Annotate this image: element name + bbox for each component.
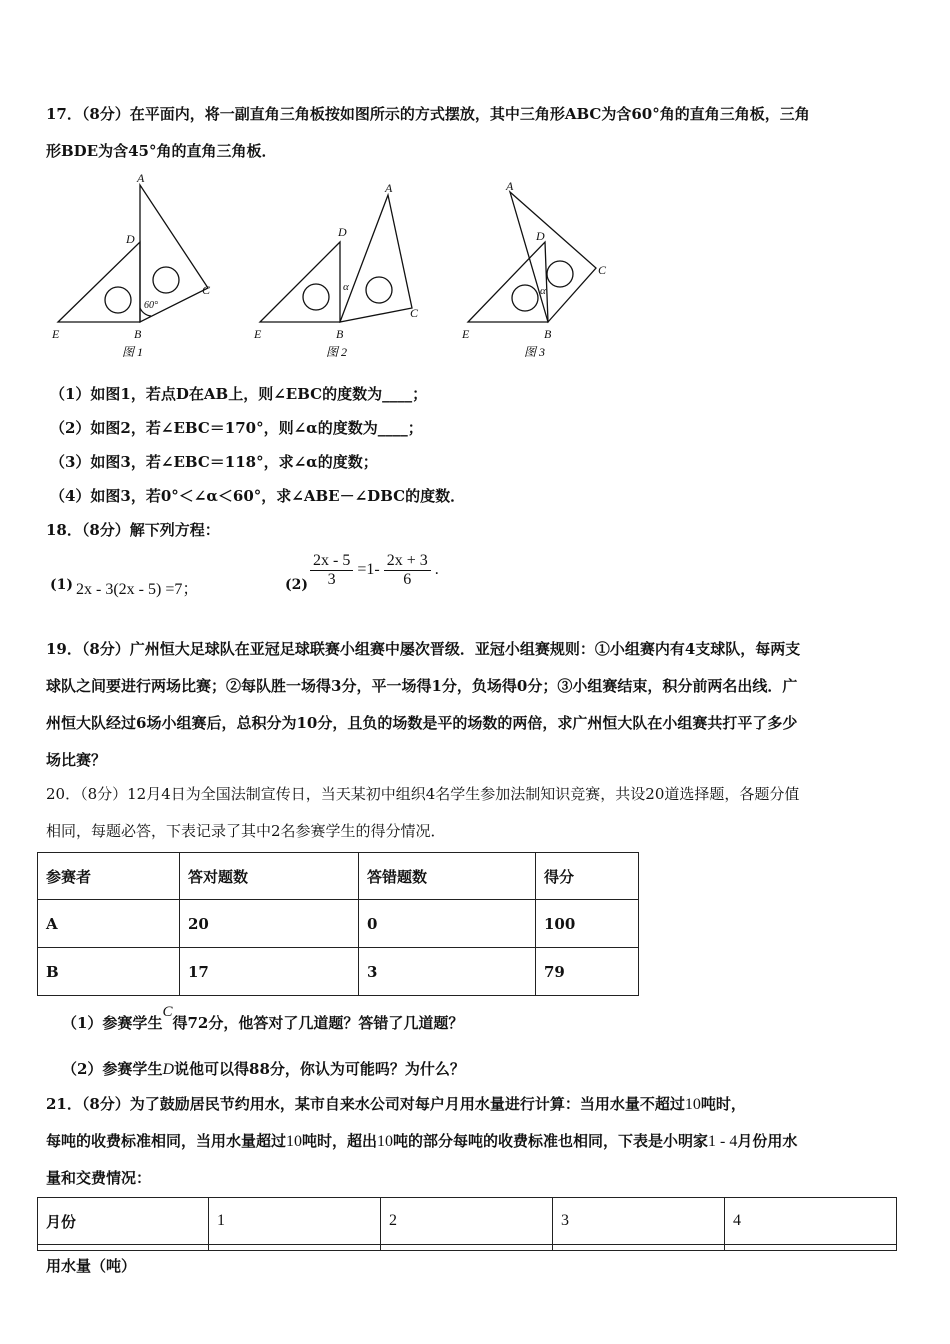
q17-sub2: （2）如图2，若∠EBC＝170°，则∠α的度数为____；	[50, 419, 423, 437]
fig1-label-60: 60°	[144, 300, 158, 311]
header-score: 得分	[536, 853, 639, 900]
q17-line1: 17．（8分）在平面内，将一副直角三角板按如图所示的方式摆放，其中三角形ABC为含60°角的直角三角板，三角	[46, 105, 810, 123]
table-header-row	[38, 1198, 897, 1245]
figure-3	[468, 192, 596, 322]
q19-line2: 球队之间要进行两场比赛；②每队胜一场得3分，平一场得1分，负场得0分；③小组赛结束，积分前两名出线．广	[46, 677, 798, 695]
table-header-row	[38, 853, 639, 900]
cell-empty	[381, 1245, 553, 1251]
cell-participant: B	[38, 948, 180, 996]
cell-correct: 17	[180, 948, 359, 996]
fig3-label-e: E	[462, 327, 470, 341]
fig2-caption: 图 2	[326, 345, 348, 359]
cell-wrong: 3	[359, 948, 536, 996]
cell-correct: 20	[180, 900, 359, 948]
q19-line3: 州恒大队经过6场小组赛后，总积分为10分，且负的场数是平的场数的两倍，求广州恒大队在小组赛共打平了多少	[46, 714, 798, 732]
q20-sub1-pre: （1）参赛学生	[62, 1014, 163, 1032]
table-row	[38, 1245, 897, 1251]
q18-den-1: 3	[327, 571, 336, 588]
q18-end: .	[434, 561, 439, 579]
fig1-label-c: C	[202, 283, 211, 297]
fig2-label-a: A	[385, 181, 393, 195]
fig2-label-alpha: α	[343, 281, 349, 293]
q20-line1: 20．（8分）12月4日为全国法制宣传日，当天某初中组织4名学生参加法制知识竞赛，共设20道选择题，各题分值	[46, 785, 800, 803]
q21-line1-a: 21．（8分）为了鼓励居民节约用水，某市自来水公司对每户月用水量进行计算：当用水量不超过	[46, 1095, 685, 1113]
q18-p1-equation: 2x - 3(2x - 5) =7；	[76, 581, 199, 598]
q17-sub4: （4）如图3，若0°＜∠α＜60°，求∠ABE－∠DBC的度数．	[50, 487, 466, 505]
fig3-hole-right	[547, 261, 573, 287]
header-wrong: 答错题数	[359, 853, 536, 900]
fig2-hole-left	[303, 284, 329, 310]
q17-figures	[40, 170, 620, 365]
q19-line1: 19．（8分）广州恒大足球队在亚冠足球联赛小组赛中屡次晋级．亚冠小组赛规则：①小组赛内有4支球队，每两支	[46, 640, 801, 658]
fig1-label-e: E	[52, 327, 60, 341]
q18-p2-equation	[310, 552, 439, 589]
header-month-2: 2	[381, 1198, 553, 1245]
q21-line2	[46, 1130, 797, 1151]
q20-sub2-pre: （2）参赛学生	[62, 1060, 163, 1078]
q18-num-2: 2x + 3	[384, 552, 431, 571]
q18-fraction-1	[310, 552, 353, 589]
q21-line3: 量和交费情况：	[46, 1169, 152, 1187]
header-month: 月份	[38, 1198, 209, 1245]
q21-line2-num1: 10	[286, 1133, 303, 1150]
fig2-hole-right	[366, 277, 392, 303]
fig3-triangle-abc	[510, 192, 596, 322]
q17-sub1: （1）如图1，若点D在AB上，则∠EBC的度数为____；	[50, 385, 428, 403]
q18-p1-label: (1)	[50, 577, 73, 593]
fig1-hole-right	[153, 267, 179, 293]
q21-line2-range: 1 - 4	[708, 1133, 738, 1150]
q21-line2-num2: 10	[377, 1133, 394, 1150]
q17-sub3: （3）如图3，若∠EBC＝118°，求∠α的度数；	[50, 453, 378, 471]
fig3-label-b: B	[544, 327, 552, 341]
figure-2	[260, 195, 412, 322]
fig1-label-b: B	[134, 327, 142, 341]
q21-water-usage-label: 用水量（吨）	[46, 1257, 137, 1275]
cell-participant: A	[38, 900, 180, 948]
fig3-caption: 图 3	[524, 345, 546, 359]
header-month-4: 4	[725, 1198, 897, 1245]
fig1-caption: 图 1	[122, 345, 144, 359]
table-row	[38, 948, 639, 996]
q20-sub1-var: C	[162, 1004, 173, 1020]
q20-sub2-var: D	[162, 1061, 175, 1078]
q20-sub2	[62, 1058, 465, 1079]
cell-score: 79	[536, 948, 639, 996]
header-month-3: 3	[553, 1198, 725, 1245]
fig1-hole-left	[105, 287, 131, 313]
table-row	[38, 900, 639, 948]
q20-sub1-post: 得72分，他答对了几道题？答错了几道题？	[172, 1014, 464, 1032]
fig3-label-c: C	[598, 263, 607, 277]
q21-line2-a: 每吨的收费标准相同，当用水量超过	[46, 1132, 287, 1150]
q18-title: 18．（8分）解下列方程：	[46, 521, 220, 539]
cell-empty	[38, 1245, 209, 1251]
header-correct: 答对题数	[180, 853, 359, 900]
q20-sub1	[62, 1004, 464, 1033]
fig1-label-d: D	[126, 232, 135, 246]
q21-line1	[46, 1093, 746, 1114]
fig2-label-e: E	[254, 327, 262, 341]
q18-fraction-2	[384, 552, 431, 589]
q21-water-table	[37, 1197, 897, 1251]
cell-wrong: 0	[359, 900, 536, 948]
q20-score-table	[37, 852, 639, 996]
cell-empty	[725, 1245, 897, 1251]
q18-p2-label: (2)	[285, 577, 308, 593]
fig2-label-d: D	[338, 225, 347, 239]
fig3-label-alpha: α	[540, 285, 546, 297]
fig2-labels	[253, 181, 419, 341]
q20-line2: 相同，每题必答，下表记录了其中2名参赛学生的得分情况．	[46, 822, 446, 840]
fig3-hole-left	[512, 285, 538, 311]
header-participant: 参赛者	[38, 853, 180, 900]
fig2-triangle-bde	[260, 242, 340, 322]
cell-score: 100	[536, 900, 639, 948]
q18-num-1: 2x - 5	[310, 552, 353, 571]
fig3-label-d: D	[536, 229, 545, 243]
fig2-label-c: C	[410, 306, 419, 320]
fig1-triangle-bde	[58, 242, 140, 322]
q19-line4: 场比赛？	[46, 751, 107, 769]
q21-line1-num: 10	[684, 1096, 701, 1113]
q21-line2-b: 吨时，超出	[302, 1132, 378, 1150]
fig1-label-a: A	[137, 171, 145, 185]
q21-line1-b: 吨时，	[700, 1095, 746, 1113]
figure-1	[58, 185, 208, 322]
q21-line2-d: 月份用水	[737, 1132, 798, 1150]
cell-empty	[209, 1245, 381, 1251]
q21-line2-c: 吨的部分每吨的收费标准也相同，下表是小明家	[393, 1132, 709, 1150]
q18-mid: =1-	[357, 561, 380, 579]
fig3-labels	[461, 179, 607, 341]
q18-den-2: 6	[403, 571, 412, 588]
q17-line2: 形BDE为含45°角的直角三角板．	[46, 142, 277, 160]
fig3-label-a: A	[506, 179, 514, 193]
cell-empty	[553, 1245, 725, 1251]
header-month-1: 1	[209, 1198, 381, 1245]
fig2-label-b: B	[336, 327, 344, 341]
q20-sub2-post: 说他可以得88分，你认为可能吗？为什么？	[174, 1060, 465, 1078]
